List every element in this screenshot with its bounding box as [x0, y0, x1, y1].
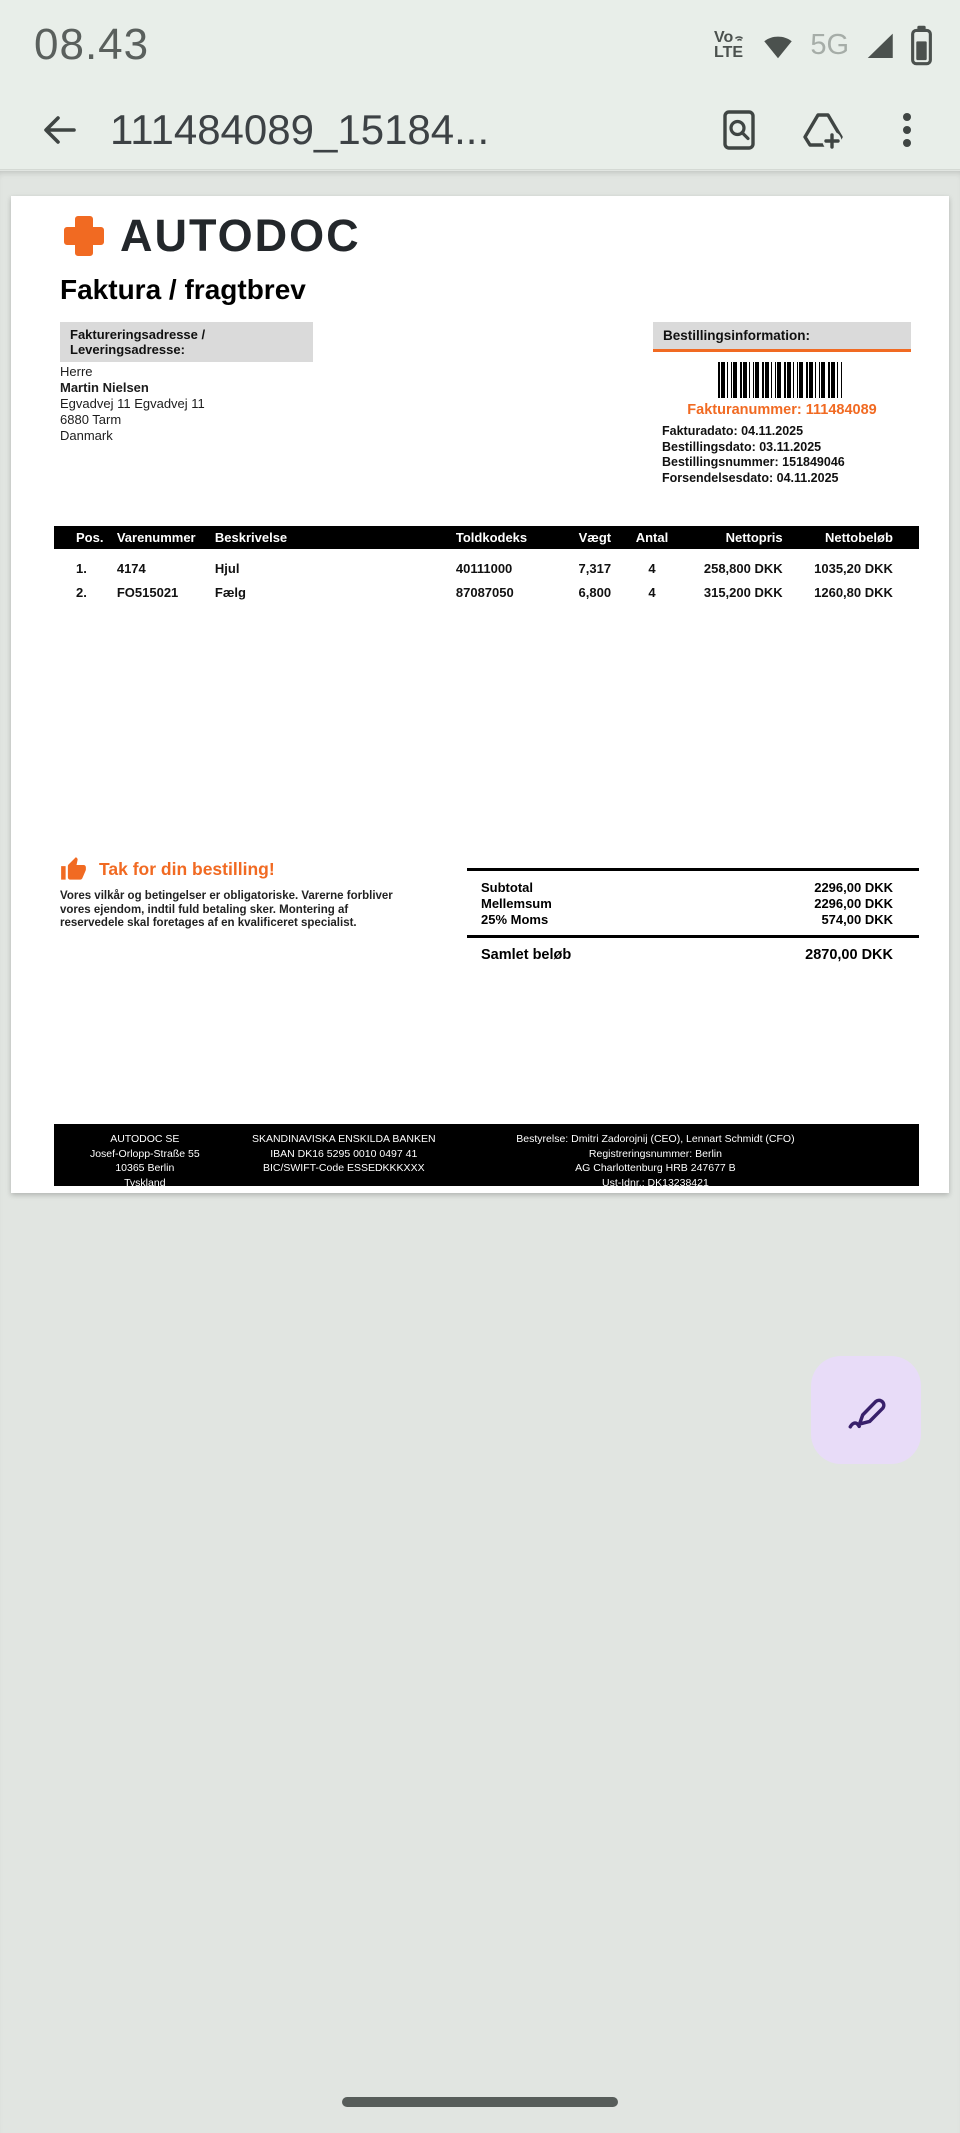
- app-bar: [0, 90, 960, 170]
- gesture-navigation-bar[interactable]: [342, 2097, 618, 2107]
- file-title: 111484089_15184...: [110, 105, 490, 153]
- customer-name: Martin Nielsen: [60, 380, 149, 395]
- invoice-number: Fakturanummer: 111484089: [687, 402, 877, 418]
- subtotal-row: Subtotal 2296,00 DKK: [481, 880, 893, 895]
- signature-pen-icon: [840, 1384, 892, 1436]
- clock: 08.43: [34, 20, 150, 69]
- network-type-label: 5G: [810, 28, 849, 61]
- footer-legal-column: Bestyrelse: Dmitri Zadorojnij (CEO), Lennart Schmidt (CFO) Registreringsnummer: Berlin AG Charlottenburg HRB 247677 B Ust-Idnr.: DK13238421: [516, 1133, 795, 1189]
- app-actions: [716, 107, 930, 153]
- table-row: 2. FO515021 Fælg 87087050 6,800 4 315,200 DKK 1260,80 DKK: [76, 584, 893, 600]
- shipping-date: Forsendelsesdato: 04.11.2025: [662, 470, 839, 485]
- wifi-icon: [761, 31, 795, 59]
- cellular-signal-icon: [864, 32, 894, 59]
- status-bar: [0, 0, 960, 90]
- thanks-section: [60, 856, 275, 883]
- table-header: Pos. Varenummer Beskrivelse Toldkodeks Vægt Antal Nettopris Nettobeløb: [54, 526, 919, 549]
- invoice-date: Fakturadato: 04.11.2025: [662, 424, 804, 438]
- overflow-menu-button[interactable]: [884, 107, 930, 153]
- customer-street: Egvadvej 11 Egvadvej 11: [60, 396, 205, 411]
- volte-icon: Vo LTE: [714, 30, 746, 60]
- table-row: 1. 4174 Hjul 40111000 7,317 4 258,800 DKK 1035,20 DKK: [76, 560, 893, 576]
- add-to-drive-button[interactable]: [800, 107, 846, 153]
- autodoc-logo: [60, 210, 361, 262]
- battery-icon: [909, 24, 934, 67]
- terms-note: Vores vilkår og betingelser er obligatoriske. Varerne forbliver vores ejendom, indtil fuld betaling sker. Montering af reservedele skal foretages af en kvalificeret specialist.: [60, 890, 393, 929]
- invoice-heading: Faktura / fragtbrev: [60, 274, 306, 305]
- table-body: [54, 556, 919, 604]
- billing-address-header: Faktureringsadresse / Leveringsadresse:: [60, 322, 313, 362]
- grand-total-row: Samlet beløb 2870,00 DKK: [481, 947, 893, 963]
- totals-section: [467, 868, 919, 963]
- volte-waves-icon: [734, 30, 746, 42]
- annotate-fab[interactable]: [811, 1356, 921, 1464]
- billing-address: [60, 364, 205, 444]
- invoice-page[interactable]: [11, 196, 949, 1193]
- autodoc-cross-icon: [60, 212, 108, 260]
- salutation: Herre: [60, 364, 93, 379]
- footer-company-column: AUTODOC SE Josef-Orlopp-Straße 55 10365 Berlin Tyskland: [89, 1133, 200, 1189]
- totals-divider: [467, 935, 919, 938]
- order-date: Bestillingsdato: 03.11.2025: [662, 439, 822, 454]
- pdf-viewer[interactable]: [0, 171, 960, 2133]
- invoice-footer: [54, 1124, 919, 1189]
- vat-row: 25% Moms 574,00 DKK: [481, 912, 893, 927]
- customer-city: 6880 Tarm: [60, 412, 122, 427]
- find-in-document-button[interactable]: [716, 107, 762, 153]
- customer-country: Danmark: [60, 428, 113, 443]
- thumbs-up-icon: [60, 856, 87, 883]
- brand-name: AUTODOC: [120, 210, 361, 261]
- status-icons: [714, 24, 934, 67]
- order-info-header: Bestillingsinformation:: [653, 322, 911, 352]
- order-number: Bestillingsnummer: 151849046: [662, 455, 845, 469]
- thanks-title: Tak for din bestilling!: [99, 859, 275, 879]
- items-table: [54, 526, 919, 604]
- barcode: [718, 362, 843, 398]
- mellemsum-row: Mellemsum 2296,00 DKK: [481, 896, 893, 911]
- footer-bank-column: SKANDINAVISKA ENSKILDA BANKEN IBAN DK16 5295 0010 0497 41 BIC/SWIFT-Code ESSEDKKKXXX: [251, 1133, 436, 1174]
- order-info: [662, 424, 845, 486]
- back-button[interactable]: [36, 107, 82, 153]
